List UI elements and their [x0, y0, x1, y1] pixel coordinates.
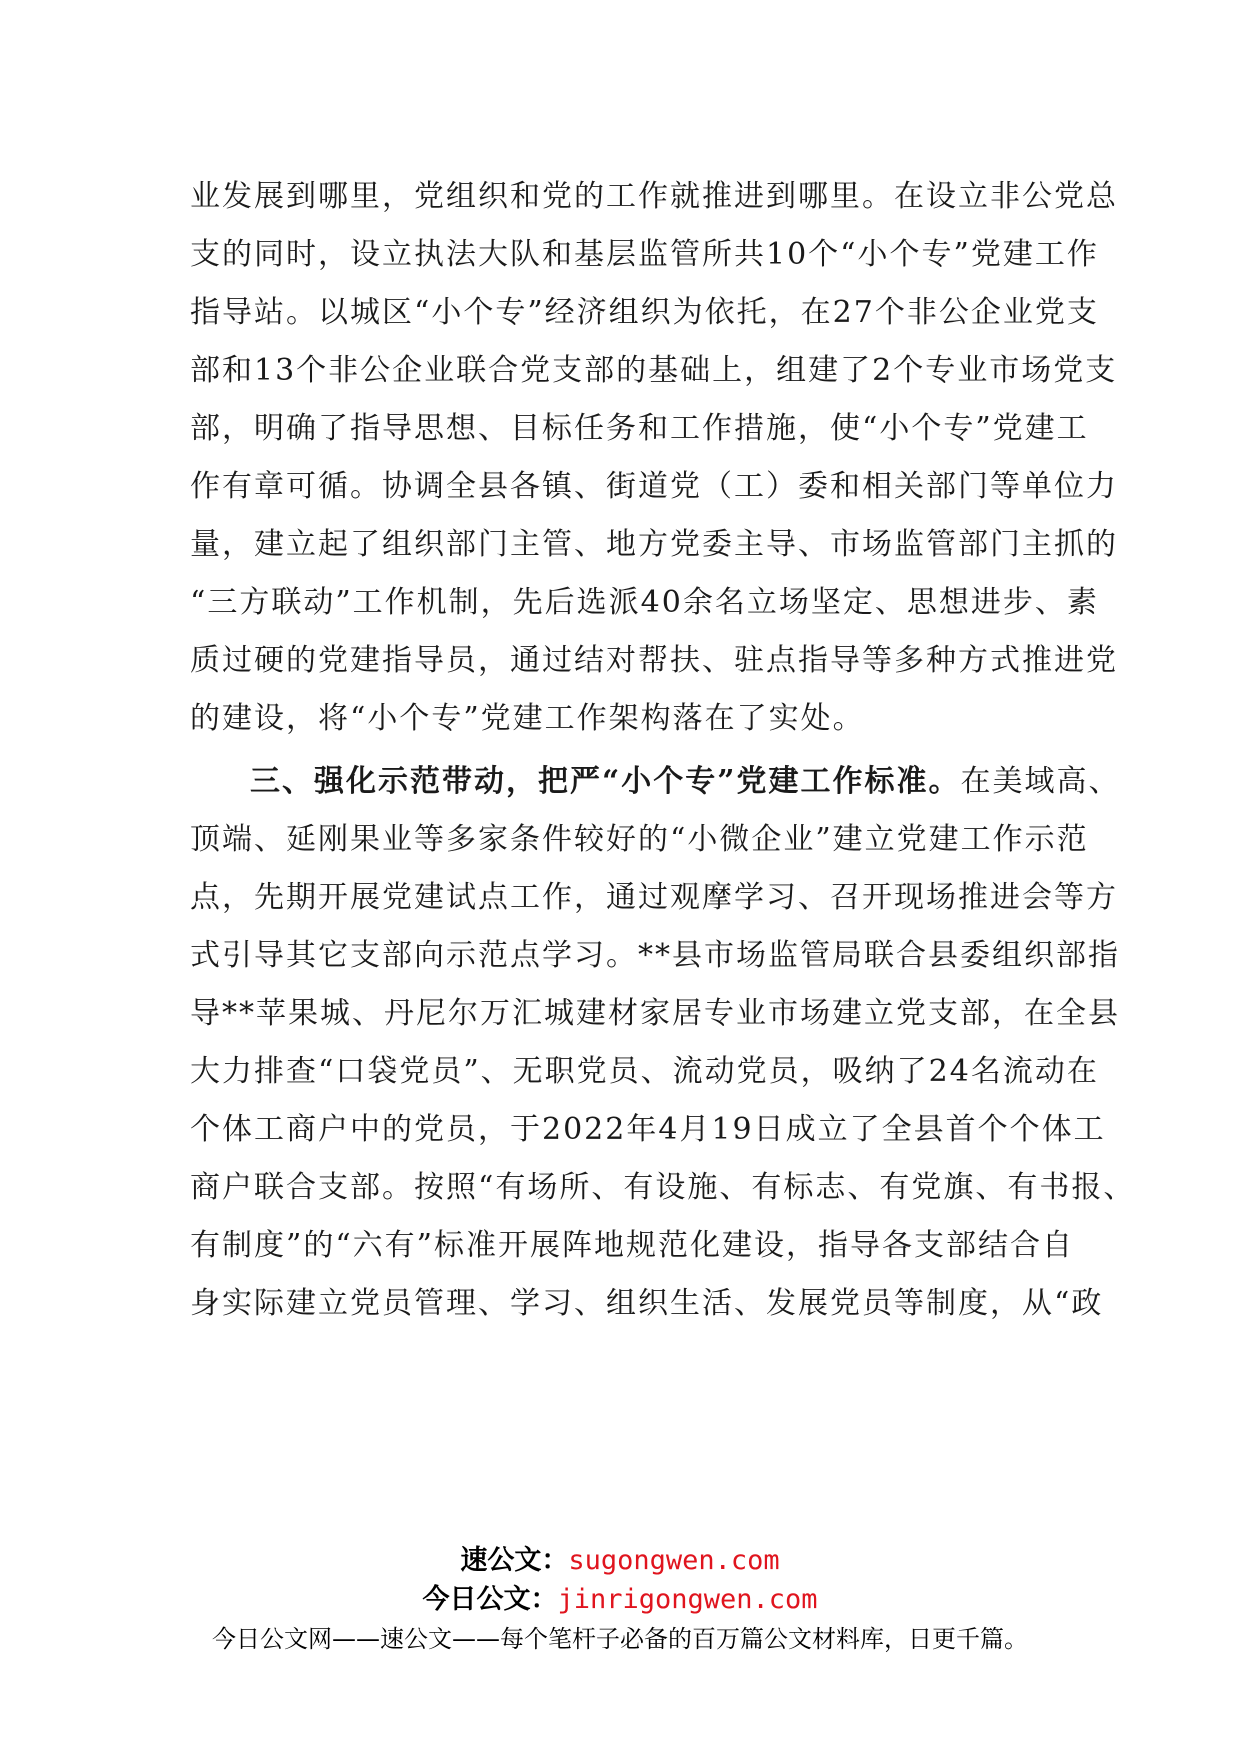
footer-jinrigongwen: [0, 1582, 1240, 1618]
paragraph-line: 量，建立起了组织部门主管、地方党委主导、市场监管部门主抓的: [190, 527, 1118, 562]
sugongwen-link[interactable]: sugongwen.com: [568, 1545, 780, 1576]
paragraph-line: 质过硬的党建指导员，通过结对帮扶、驻点指导等多种方式推进党: [190, 643, 1118, 678]
paragraph-line: 指导站。以城区“小个专”经济组织为依托，在27个非公企业党支: [190, 295, 1099, 330]
paragraph-line: 部，明确了指导思想、目标任务和工作措施，使“小个专”党建工: [190, 411, 1089, 446]
paragraph-line: 作有章可循。协调全县各镇、街道党（工）委和相关部门等单位力: [190, 469, 1118, 504]
paragraph-line: 顶端、延刚果业等多家条件较好的“小微企业”建立党建工作示范: [190, 822, 1089, 857]
paragraph-line: 式引导其它支部向示范点学习。**县市场监管局联合县委组织部指: [190, 938, 1120, 973]
paragraph-line: 身实际建立党员管理、学习、组织生活、发展党员等制度，从“政: [190, 1286, 1104, 1321]
paragraph-line: 业发展到哪里，党组织和党的工作就推进到哪里。在设立非公党总: [190, 179, 1118, 214]
paragraph-line: 有制度”的“六有”标准开展阵地规范化建设，指导各支部结合自: [190, 1228, 1075, 1263]
jinrigongwen-link[interactable]: jinrigongwen.com: [557, 1584, 818, 1615]
paragraph-line: 点，先期开展党建试点工作，通过观摩学习、召开现场推进会等方: [190, 880, 1118, 915]
footer-tagline: 今日公文网——速公文——每个笔杆子必备的百万篇公文材料库，日更千篇。: [212, 1625, 1028, 1653]
paragraph-line: “三方联动”工作机制，先后选派40余名立场坚定、思想进步、素: [190, 585, 1099, 620]
footer-label: 速公文：: [460, 1545, 569, 1576]
section-heading-line: [250, 760, 1121, 804]
paragraph-line: 支的同时，设立执法大队和基层监管所共10个“小个专”党建工作: [190, 237, 1099, 272]
paragraph-line: 个体工商户中的党员，于2022年4月19日成立了全县首个个体工: [190, 1112, 1106, 1147]
paragraph-line: 部和13个非公企业联合党支部的基础上，组建了2个专业市场党支: [190, 353, 1118, 388]
paragraph-line-tail: 在美域高、: [960, 764, 1121, 799]
paragraph-line: 商户联合支部。按照“有场所、有设施、有标志、有党旗、有书报、: [190, 1170, 1136, 1205]
paragraph-line: 的建设，将“小个专”党建工作架构落在了实处。: [190, 701, 865, 736]
paragraph-line: 导**苹果城、丹尼尔万汇城建材家居专业市场建立党支部，在全县: [190, 996, 1120, 1031]
paragraph-line: 大力排查“口袋党员”、无职党员、流动党员，吸纳了24名流动在: [190, 1054, 1099, 1089]
footer-sugongwen: [0, 1543, 1240, 1579]
footer-label: 今日公文：: [422, 1584, 558, 1615]
section-heading: 三、强化示范带动，把严“小个专”党建工作标准。: [250, 764, 961, 799]
